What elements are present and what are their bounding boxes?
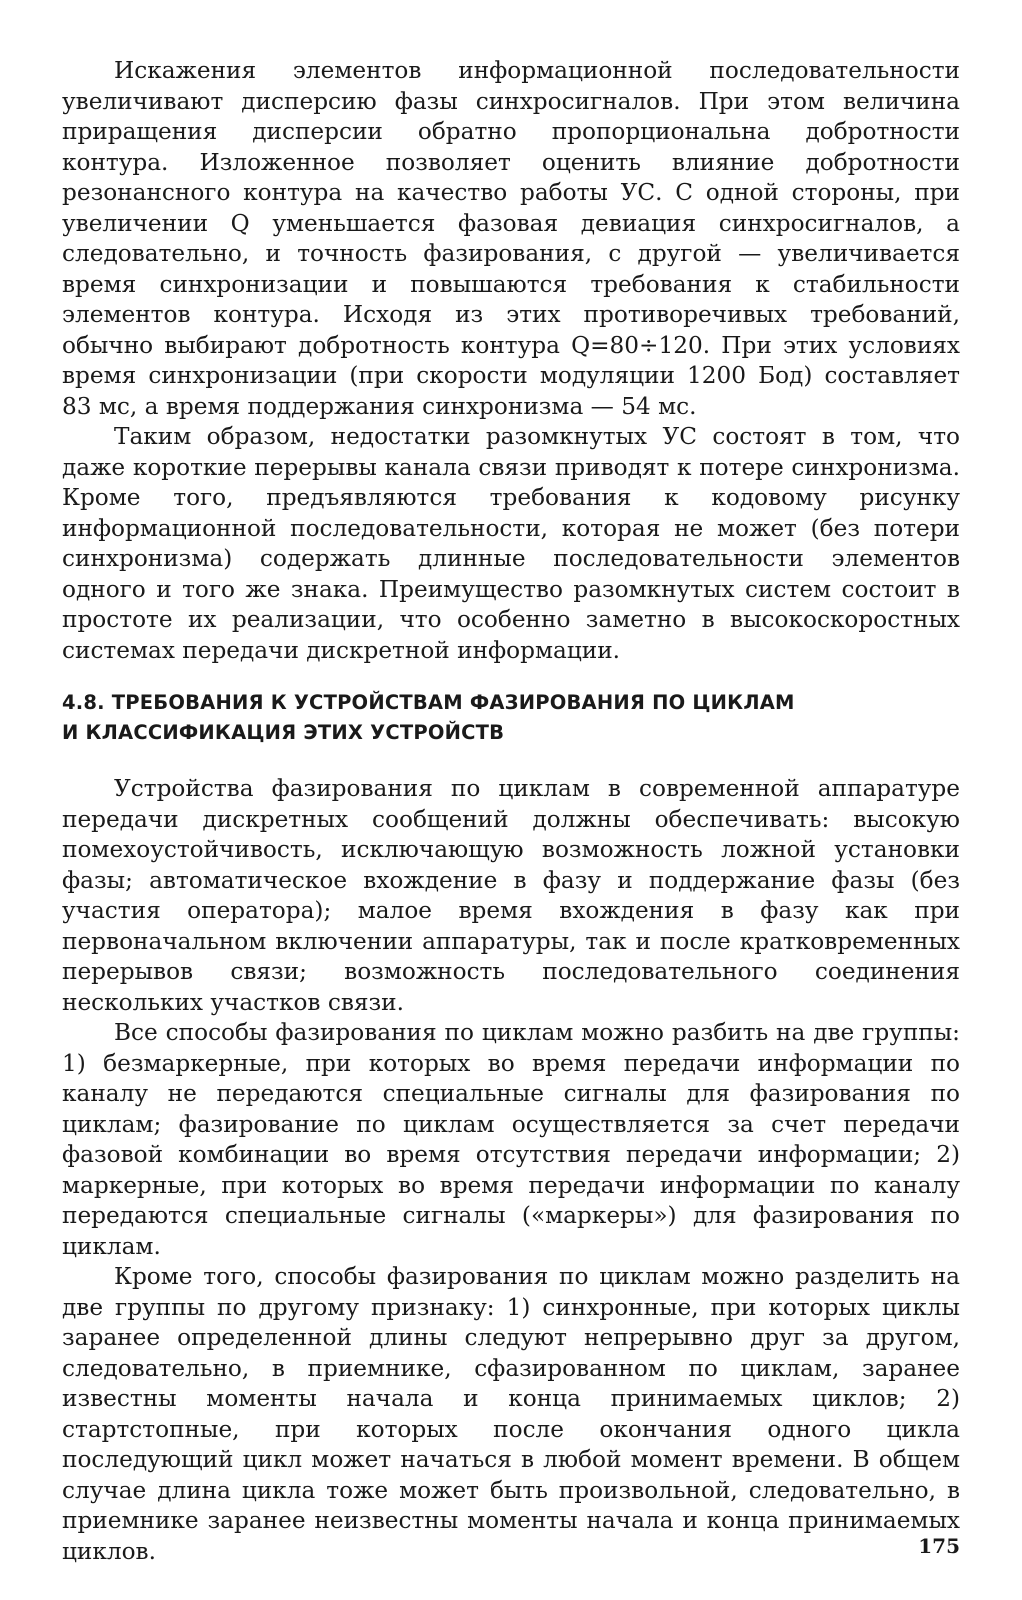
- paragraph-4: Все способы фазирования по циклам можно разбить на две группы: 1) безмаркерные, при которых во время передачи информации по каналу не передаются специальные сигналы для фазирования по циклам; фазирование по циклам осуществляется за счет передачи фазовой комбинации во время отсутствия передачи информации; 2) маркерные, при которых во время передачи информации по каналу передаются специальные сигналы («маркеры») для фазирования по циклам.: [62, 1019, 960, 1260]
- paragraph-1: Искажения элементов информационной последовательности увеличивают дисперсию фазы синхросигналов. При этом величина приращения дисперсии обратно пропорциональна добротности контура. Изложенное позволяет оценить влияние добротности резонансного контура на качество работы УС. С одной стороны, при увеличении Q уменьшается фазовая девиация синхросигналов, а следовательно, и точность фазирования, с другой — увеличивается время синхронизации и повышаются требования к стабильности элементов контура. Исходя из этих противоречивых требований, обычно выбирают добротность контура Q=80÷120. При этих условиях время синхронизации (при скорости модуляции 1200 Бод) составляет 83 мс, а время поддержания синхронизма — 54 мс.: [62, 57, 960, 420]
- page-body: [62, 56, 960, 1567]
- paragraph-5: Кроме того, способы фазирования по циклам можно разделить на две группы по другому признаку: 1) синхронные, при которых циклы заранее определенной длины следуют непрерывно друг за другом, следовательно, в приемнике, сфазированном по циклам, заранее известны моменты начала и конца принимаемых циклов; 2) стартстопные, при которых после окончания одного цикла последующий цикл может начаться в любой момент времени. В общем случае длина цикла тоже может быть произвольной, следовательно, в приемнике заранее неизвестны моменты начала и конца принимаемых циклов.: [62, 1263, 960, 1565]
- section-heading: [62, 688, 960, 748]
- paragraph-2: Таким образом, недостатки разомкнутых УС состоят в том, что даже короткие перерывы канала связи приводят к потере синхронизма. Кроме того, предъявляются требования к кодовому рисунку информационной последовательности, которая не может (без потери синхронизма) содержать длинные последовательности элементов одного и того же знака. Преимущество разомкнутых систем состоит в простоте их реализации, что особенно заметно в высокоскоростных системах передачи дискретной информации.: [62, 423, 960, 664]
- section-heading-line-1: 4.8. ТРЕБОВАНИЯ К УСТРОЙСТВАМ ФАЗИРОВАНИЯ ПО ЦИКЛАМ: [62, 691, 795, 714]
- paragraph-3: Устройства фазирования по циклам в современной аппаратуре передачи дискретных сообщений должны обеспечивать: высокую помехоустойчивость, исключающую возможность ложной установки фазы; автоматическое вхождение в фазу и поддержание фазы (без участия оператора); малое время вхождения в фазу как при первоначальном включении аппаратуры, так и после кратковременных перерывов связи; возможность последовательного соединения нескольких участков связи.: [62, 775, 960, 1016]
- section-heading-line-2: И КЛАССИФИКАЦИЯ ЭТИХ УСТРОЙСТВ: [62, 721, 505, 744]
- page-number: 175: [918, 1534, 960, 1558]
